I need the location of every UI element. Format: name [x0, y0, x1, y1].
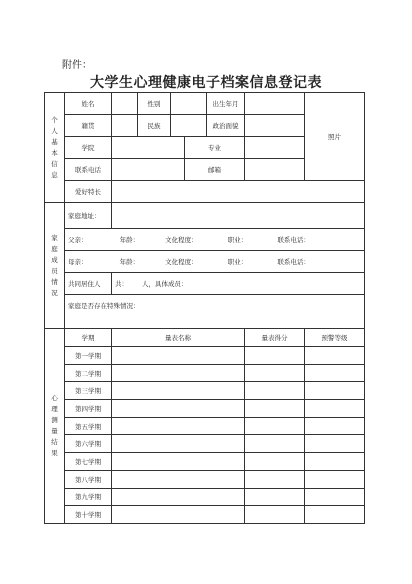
birth-field[interactable] [245, 93, 305, 115]
father-education-label: 文化程度： [165, 236, 198, 244]
name-field[interactable] [112, 93, 138, 115]
members-count-suffix: 人，具体成员： [142, 280, 188, 288]
warning-cell[interactable] [305, 417, 365, 435]
scale-cell[interactable] [112, 382, 245, 400]
score-cell[interactable] [245, 470, 305, 488]
score-cell[interactable] [245, 488, 305, 506]
address-field[interactable] [112, 203, 365, 229]
phone-label: 联系电话 [65, 159, 112, 181]
members-field[interactable] [112, 273, 365, 295]
table-row [45, 453, 365, 471]
semester-label: 第七学期 [65, 453, 112, 471]
scale-cell[interactable] [112, 435, 245, 453]
email-label: 邮箱 [185, 159, 245, 181]
politics-label: 政治面貌 [207, 115, 245, 137]
photo-box[interactable]: 照片 [305, 93, 365, 181]
scale-cell[interactable] [112, 347, 245, 365]
mother-age-label: 年龄： [119, 258, 140, 266]
scale-cell[interactable] [112, 470, 245, 488]
warning-cell[interactable] [305, 382, 365, 400]
table-row [45, 347, 365, 365]
warning-cell[interactable] [305, 347, 365, 365]
gender-label: 性别 [138, 93, 171, 115]
semester-header: 学期 [65, 329, 112, 347]
personal-section-label [45, 93, 65, 203]
special-situation-field[interactable] [65, 295, 365, 329]
table-row [45, 435, 365, 453]
scale-cell[interactable] [112, 488, 245, 506]
semester-label: 第一学期 [65, 347, 112, 365]
origin-field[interactable] [112, 115, 138, 137]
father-job-label: 职业： [227, 236, 248, 244]
table-row [45, 382, 365, 400]
warning-header: 预警等级 [305, 329, 365, 347]
hobby-field[interactable] [112, 181, 365, 203]
semester-label: 第二学期 [65, 364, 112, 382]
phone-field[interactable] [112, 159, 185, 181]
table-row [45, 417, 365, 435]
psych-section-label [45, 329, 65, 524]
score-cell[interactable] [245, 435, 305, 453]
family-section-label [45, 203, 65, 329]
mother-contact-label: 联系电话： [277, 258, 310, 266]
politics-field[interactable] [245, 115, 305, 137]
warning-cell[interactable] [305, 506, 365, 524]
college-field[interactable] [112, 137, 185, 159]
members-count-prefix: 共： [115, 280, 128, 288]
ethnicity-label: 民族 [138, 115, 171, 137]
score-cell[interactable] [245, 417, 305, 435]
registration-form [44, 92, 365, 524]
scale-cell[interactable] [112, 453, 245, 471]
attachment-label: 附件： [62, 60, 92, 71]
semester-label: 第六学期 [65, 435, 112, 453]
major-field[interactable] [245, 137, 305, 159]
score-cell[interactable] [245, 347, 305, 365]
father-label: 父亲： [68, 236, 88, 244]
scale-cell[interactable] [112, 364, 245, 382]
name-label: 姓名 [65, 93, 112, 115]
ethnicity-field[interactable] [171, 115, 207, 137]
warning-cell[interactable] [305, 453, 365, 471]
warning-cell[interactable] [305, 470, 365, 488]
college-label: 学院 [65, 137, 112, 159]
mother-label: 母亲： [68, 258, 88, 266]
table-row [45, 364, 365, 382]
warning-cell[interactable] [305, 435, 365, 453]
birth-label: 出生年月 [207, 93, 245, 115]
form-title: 大学生心理健康电子档案信息登记表 [90, 75, 322, 91]
score-cell[interactable] [245, 400, 305, 418]
semester-label: 第五学期 [65, 417, 112, 435]
gender-field[interactable] [171, 93, 207, 115]
warning-cell[interactable] [305, 400, 365, 418]
warning-cell[interactable] [305, 364, 365, 382]
table-row [45, 470, 365, 488]
semester-label: 第八学期 [65, 470, 112, 488]
major-label: 专业 [185, 137, 245, 159]
semester-label: 第三学期 [65, 382, 112, 400]
table-row [45, 400, 365, 418]
mother-row[interactable] [65, 251, 365, 273]
table-row [45, 488, 365, 506]
score-cell[interactable] [245, 382, 305, 400]
score-header: 量表得分 [245, 329, 305, 347]
scale-cell[interactable] [112, 400, 245, 418]
score-cell[interactable] [245, 453, 305, 471]
father-row[interactable] [65, 229, 365, 251]
semester-label: 第四学期 [65, 400, 112, 418]
score-cell[interactable] [245, 364, 305, 382]
table-row [45, 506, 365, 524]
mother-job-label: 职业： [227, 258, 248, 266]
warning-cell[interactable] [305, 488, 365, 506]
email-field[interactable] [245, 159, 305, 181]
scale-cell[interactable] [112, 417, 245, 435]
scale-cell[interactable] [112, 506, 245, 524]
father-contact-label: 联系电话： [277, 236, 310, 244]
semester-label: 第十学期 [65, 506, 112, 524]
members-label: 共同居住人 [65, 273, 112, 295]
family-section-text: 家庭成员情况 [51, 233, 58, 297]
hobby-label: 爱好特长 [65, 181, 112, 203]
personal-section-text: 个人基本信息 [51, 115, 58, 179]
score-cell[interactable] [245, 506, 305, 524]
semester-label: 第九学期 [65, 488, 112, 506]
father-age-label: 年龄： [119, 236, 140, 244]
address-label: 家庭地址： [65, 203, 112, 229]
psych-section-text: 心理测量结果 [51, 393, 58, 457]
scale-header: 量表名称 [112, 329, 245, 347]
mother-education-label: 文化程度： [165, 258, 198, 266]
special-situation-label: 家庭是否存在特殊情况： [68, 302, 140, 310]
origin-label: 籍贯 [65, 115, 112, 137]
